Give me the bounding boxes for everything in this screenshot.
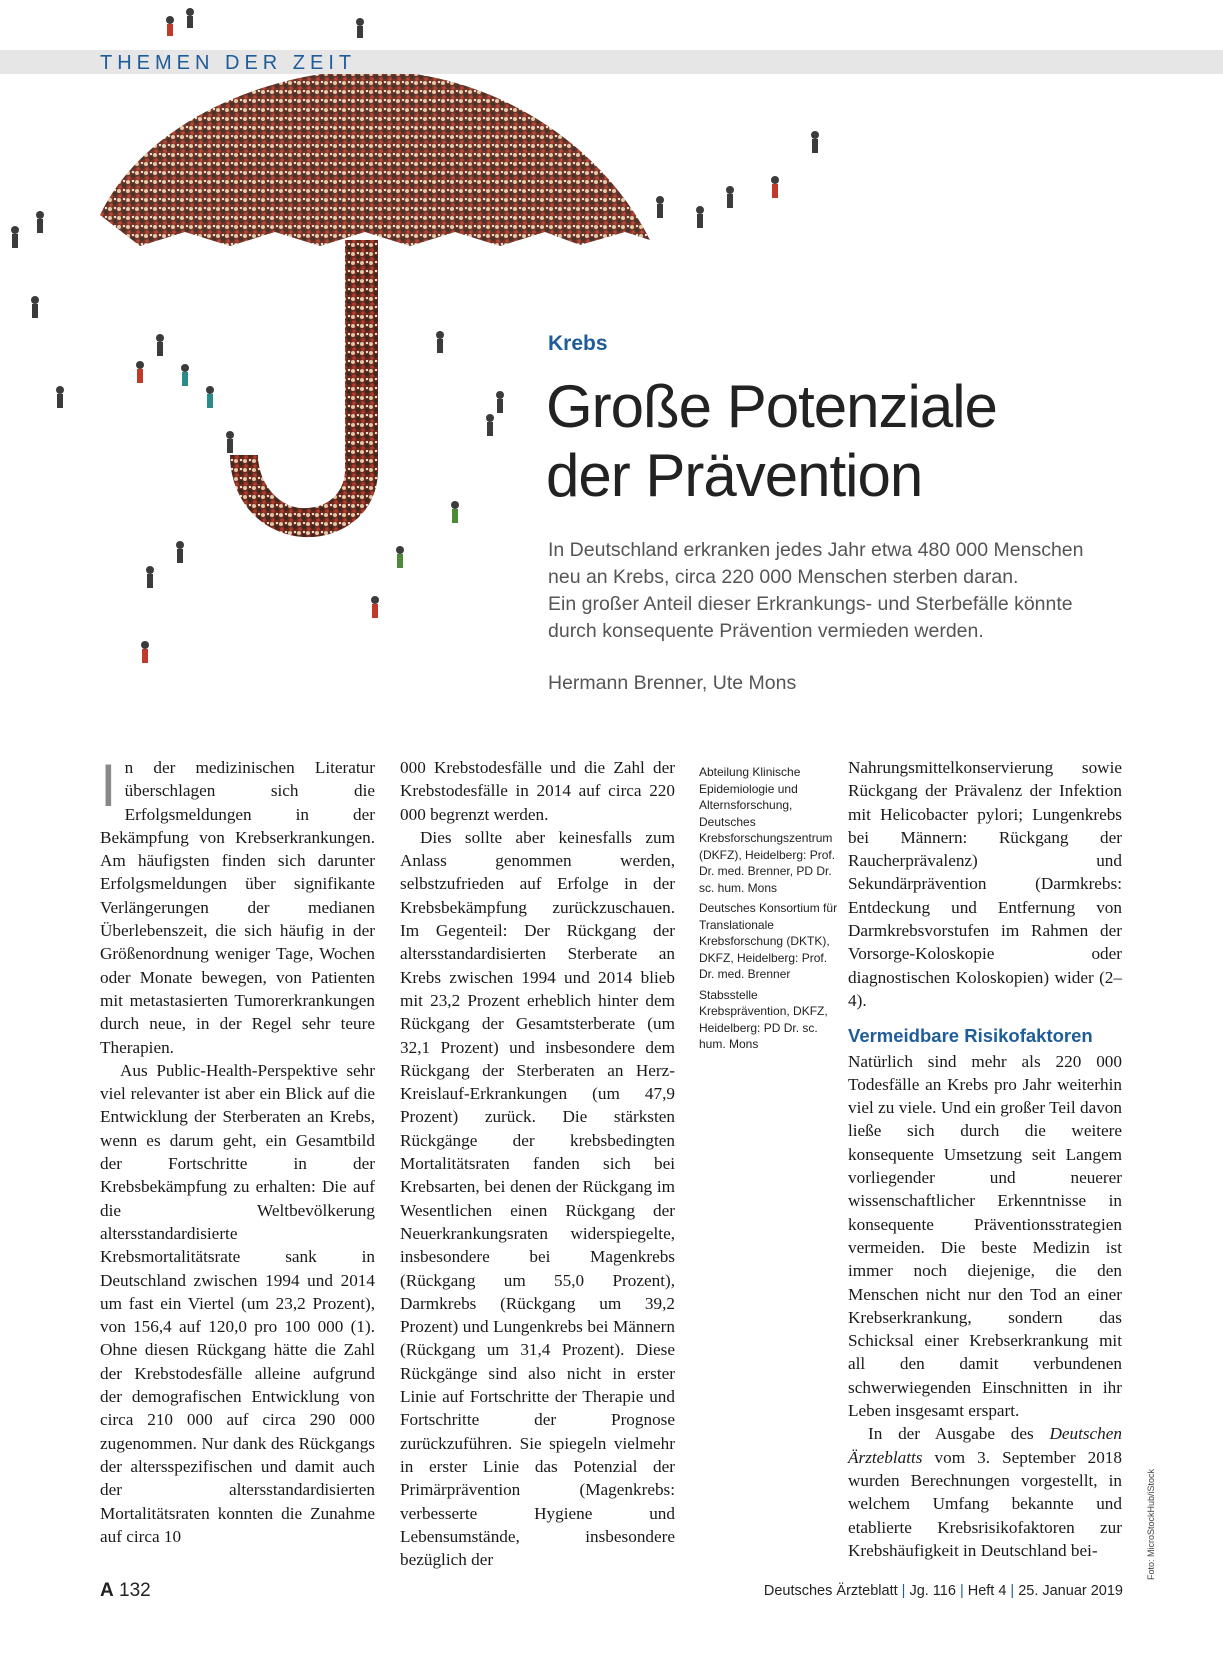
paragraph-text: n der medizinischen Literatur überschlagen sich die Erfolgsmeldungen in der Bekämpfung von Krebserkrankungen. Am häufigsten finden sich darunter Erfolgsmeldungen über signifikante Verlängerungen der medianen Überlebenszeit, die sich häufig in der Größenordnung weniger Tage, Wochen oder Monate bewegen, von Patienten mit metastasierten Tumorerkrankungen durch neue, in der Regel sehr teure Therapien. (100, 758, 375, 1057)
affiliation: Stabsstelle Krebsprävention, DKFZ, Heidelberg: PD Dr. sc. hum. Mons (699, 987, 828, 1051)
lead-line: In Deutschland erkranken jedes Jahr etwa 480 000 Menschen (548, 539, 1084, 561)
article-kicker: Krebs (548, 332, 608, 355)
body-paragraph (848, 1422, 1122, 1562)
paragraph-text: vom 3. September 2018 wurden Berechnungen vorgestellt, in welchem Umfang bekannte und etablierte Krebsrisikofaktoren zur Krebshäufigkeit in Deutschland bei- (848, 1447, 1122, 1560)
separator: | (901, 1583, 906, 1599)
drop-cap: I (100, 752, 117, 819)
separator: | (959, 1583, 964, 1599)
article-lead (548, 537, 1188, 645)
journal-name: Deutschen Ärzteblatts (848, 1424, 1122, 1467)
affiliation: Abteilung Klinische Epidemiologie und Alternsforschung, Deutsches Krebsforschungszentrum (DKFZ), Heidelberg: Prof. Dr. med. Brenner, PD Dr. sc. hum. Mons (699, 765, 836, 895)
article-authors: Hermann Brenner, Ute Mons (548, 672, 797, 694)
page-number-value: 132 (119, 1580, 151, 1601)
journal-date: 25. Januar 2019 (1018, 1583, 1123, 1599)
journal-volume: Jg. 116 (909, 1583, 956, 1599)
body-column-4 (848, 756, 1122, 1562)
journal-title: Deutsches Ärzteblatt (763, 1583, 898, 1599)
article-title (546, 372, 1196, 510)
lead-line: Ein großer Anteil dieser Erkrankungs- und Sterbefälle könnte (548, 593, 1073, 615)
author-affiliations (699, 764, 839, 1057)
photo-credit: Foto: MicroStockHub/iStock (1146, 1468, 1156, 1580)
body-paragraph: Aus Public-Health-Perspektive sehr viel relevanter ist aber ein Blick auf die Entwicklung der Sterberaten an Krebs, wenn es darum geht, ein Gesamtbild der Fortschritte in der Krebsbekämpfung zu erhalten: Die auf die Weltbevölkerung altersstandardisierte Krebsmortalitätsrate sank in Deutschland zwischen 1994 und 2014 um fast ein Viertel (um 23,2 Prozent), von 156,4 auf 120,0 pro 100 000 (1). Ohne diesen Rückgang hätte die Zahl der Krebstodesfälle alleine aufgrund der demografischen Entwicklung von circa 210 000 auf circa 290 000 zugenommen. Nur dank des Rückgangs der altersspezifischen und damit auch der altersstandardisierten Mortalitätsraten konnten die Zunahme auf circa 10 (100, 1060, 375, 1546)
title-line: Große Potenziale (546, 373, 997, 440)
body-paragraph: Dies sollte aber keinesfalls zum Anlass genommen werden, selbstzufrieden auf Erfolge in der Krebsbekämpfung zurückzuschauen. Im Gegenteil: Der Rückgang der altersstandardisierten Sterberate an Krebs zwischen 1994 und 2014 blieb mit 23,2 Prozent erheblich hinter dem Rückgang der Gesamtsterberate (um 32,1 Prozent) und insbesondere dem Rückgang der Sterberaten an Herz-Kreislauf-Erkrankungen (um 47,9 Prozent) zurück. Die stärksten Rückgänge der krebsbedingten Mortalitätsraten fanden sich bei Krebsarten, bei denen der Rückgang im Wesentlichen einen Rückgang der Neuerkrankungsraten widerspiegelte, insbesondere bei Magenkrebs (Rückgang um 55,0 Prozent), Darmkrebs (Rückgang um 39,2 Prozent) und Lungenkrebs bei Männern (Rückgang um 31,4 Prozent). Diese Rückgänge sind also nicht in erster Linie auf Fortschritte der Therapie und Fortschritte der Prognose zurückzuführen. Sie spiegeln vielmehr in erster Linie das Potenzial der Primärprävention (Magenkrebs: verbesserte Hygiene und Lebensumstände, insbesondere bezüglich der (400, 827, 675, 1570)
paragraph-text: In der Ausgabe des (868, 1424, 1050, 1444)
affiliation: Deutsches Konsortium für Translationale Krebsforschung (DKTK), DKFZ, Heidelberg: Prof. Dr. med. Brenner (699, 901, 838, 981)
section-subheading: Vermeidbare Risikofaktoren (848, 1025, 1093, 1047)
body-paragraph: 000 Krebstodesfälle und die Zahl der Krebstodesfälle in 2014 auf circa 220 000 begrenzt werden. (400, 758, 675, 824)
lead-line: durch konsequente Prävention vermieden werden. (548, 620, 984, 642)
page-number (100, 1580, 151, 1602)
body-column-1 (100, 752, 375, 1548)
journal-issue: Heft 4 (967, 1583, 1007, 1599)
title-line: der Prävention (546, 442, 923, 509)
lead-line: neu an Krebs, circa 220 000 Menschen sterben daran. (548, 566, 1019, 588)
body-paragraph: Nahrungsmittelkonservierung sowie Rückgang der Prävalenz der Infektion mit Helicobacter pylori; Lungenkrebs bei Männern: Rückgang der Raucherprävalenz) und Sekundärprävention (Darmkrebs: Entdeckung und Entfernung von Darmkrebsvorstufen im Rahmen der Vorsorge-Koloskopie oder diagnostischen Koloskopien) wider (2–4). (848, 758, 1122, 1010)
separator: | (1010, 1583, 1015, 1599)
umbrella-canopy (100, 70, 650, 246)
body-paragraph: Natürlich sind mehr als 220 000 Todesfälle an Krebs pro Jahr weiterhin viel zu viele. Und ein großer Teil davon ließe sich durch die weitere konsequente Umsetzung seit Langem vorliegender und neuerer wissenschaftlicher Erkenntnisse in konsequente Präventionsstrategien vermeiden. Die beste Medizin ist immer noch diejenige, die den Menschen nicht nur den Tod an einer Krebserkrankung, sondern das Schicksal einer Krebserkrankung mit all den damit verbundenen schwerwiegenden Einschnitten in ihr Leben insgesamt erspart. (848, 1051, 1122, 1421)
umbrella-shaft (230, 240, 378, 537)
page-prefix: A (100, 1580, 114, 1601)
journal-footer (764, 1583, 1123, 1599)
body-paragraph (100, 752, 375, 1059)
body-column-2 (400, 756, 675, 1571)
section-header: THEMEN DER ZEIT (100, 52, 357, 74)
